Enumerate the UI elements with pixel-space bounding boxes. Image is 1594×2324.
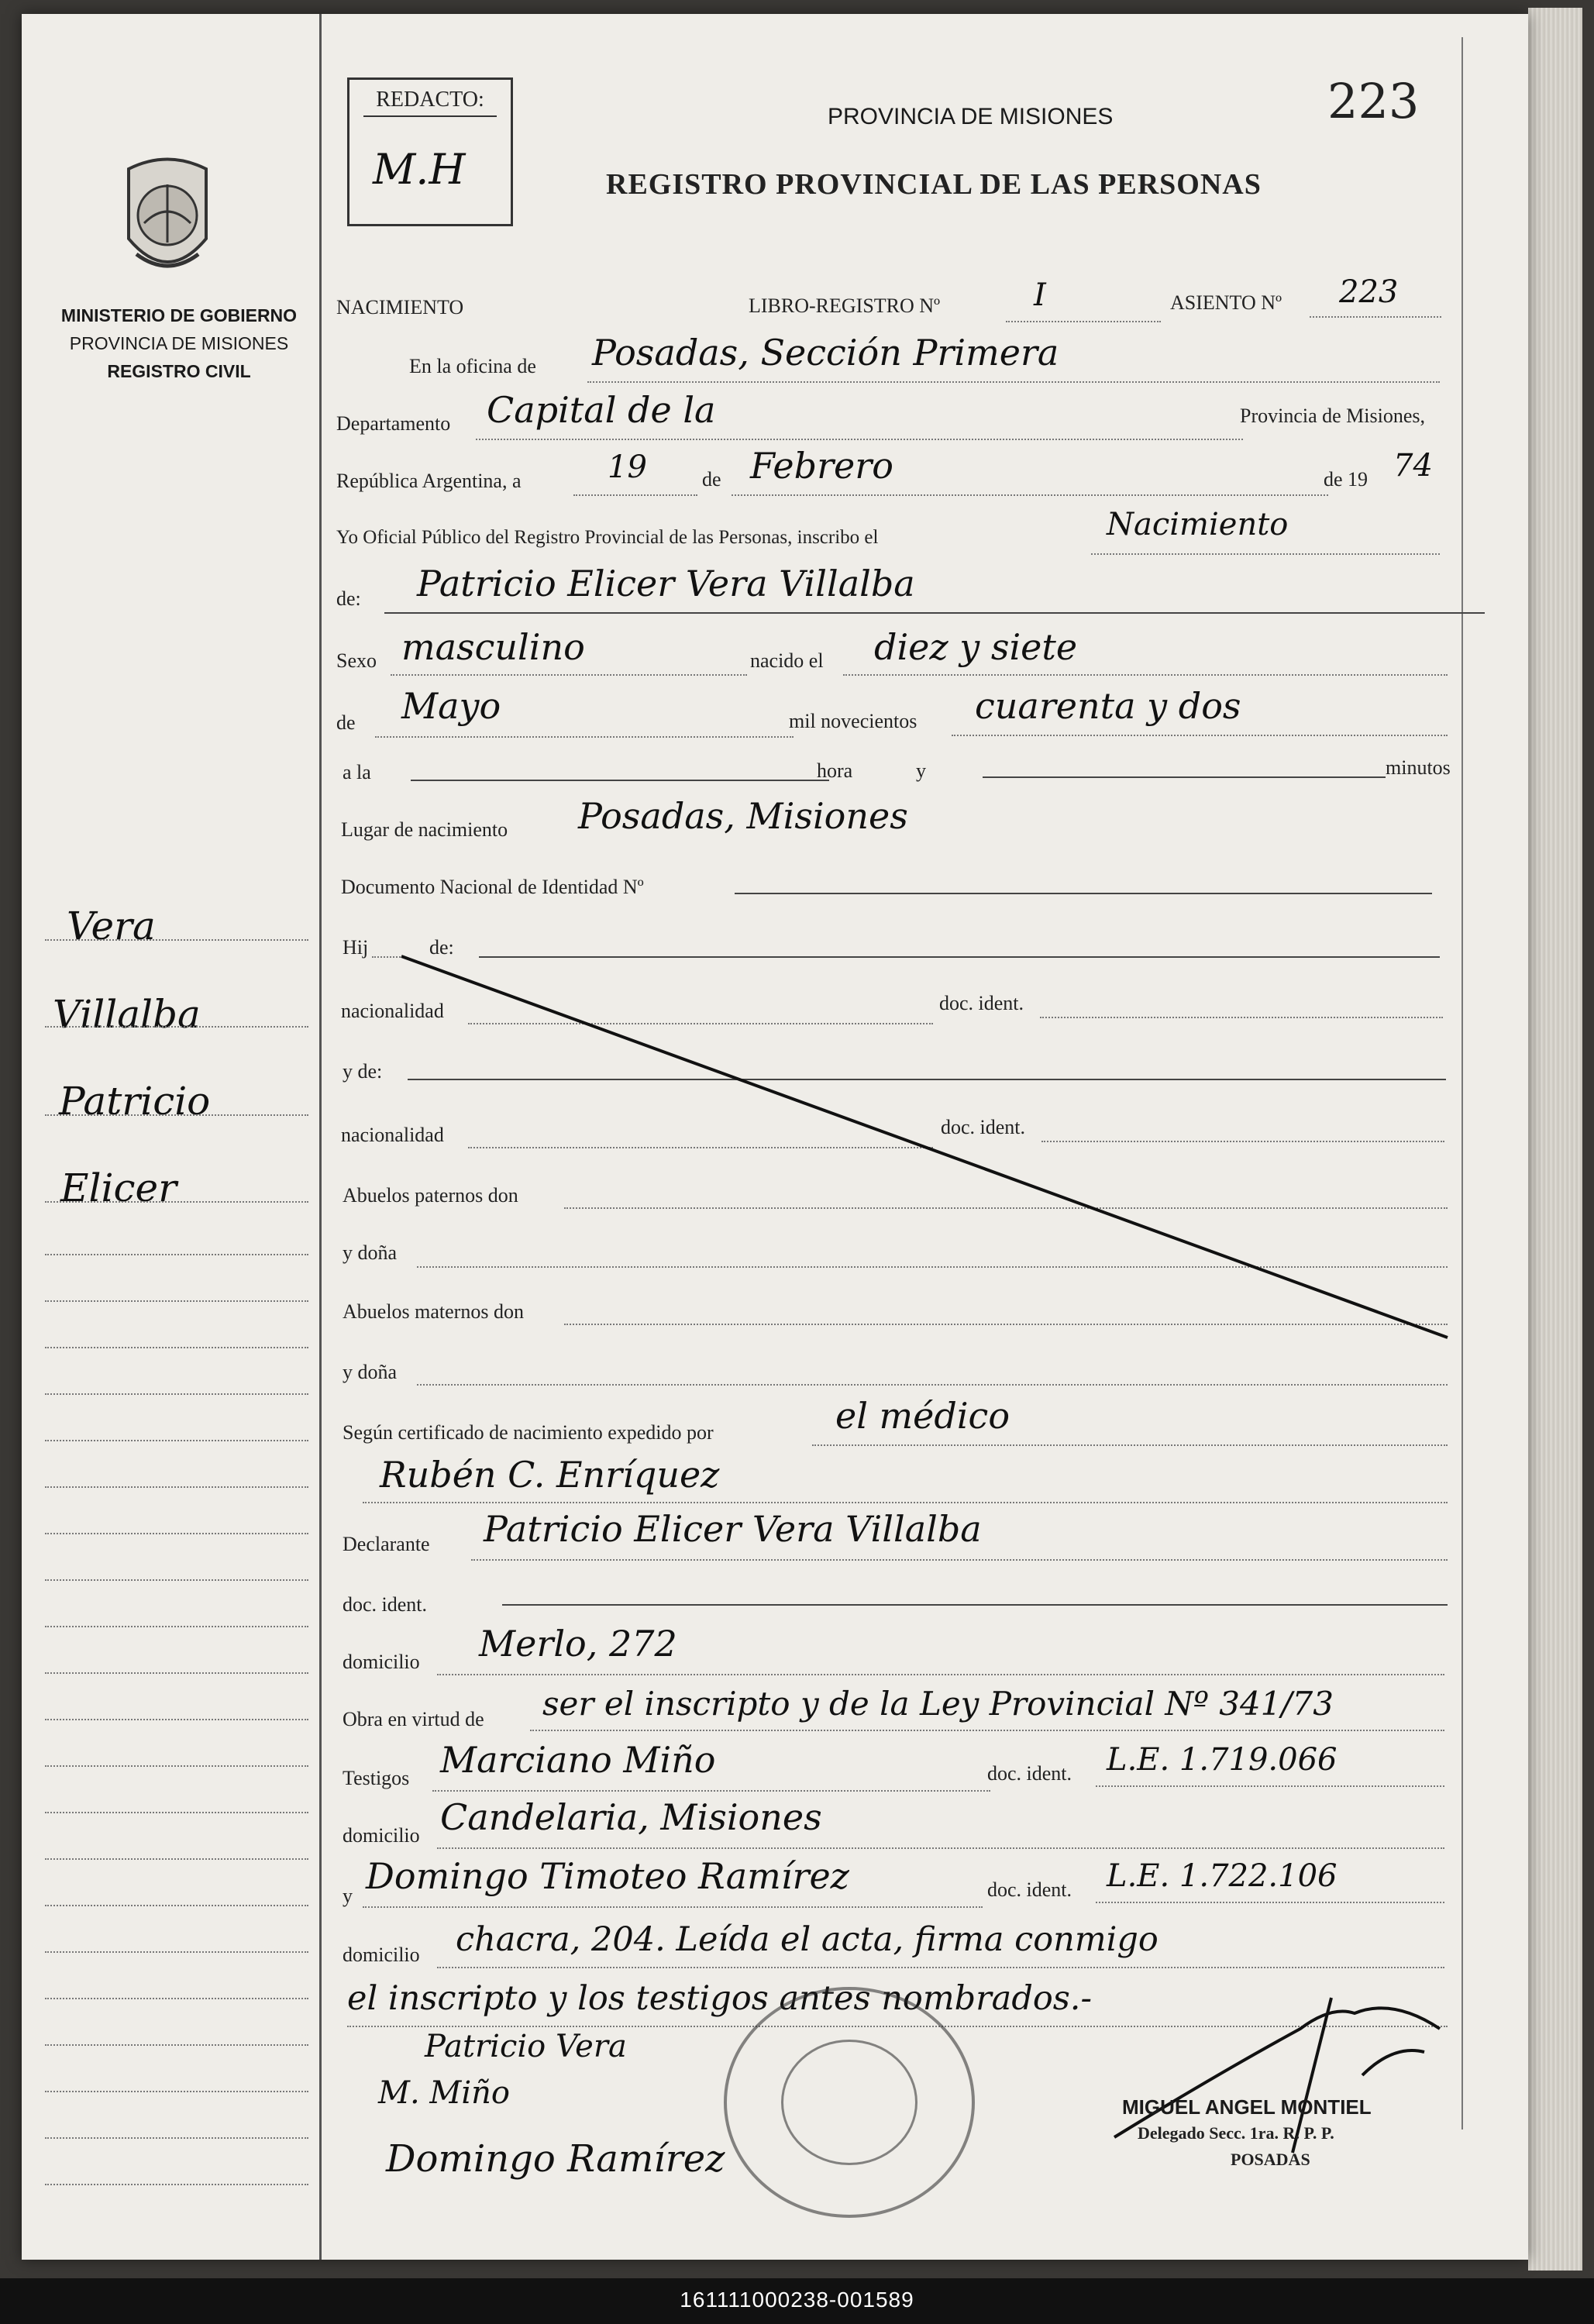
nombre-value: Patricio Elicer Vera Villalba: [417, 563, 915, 604]
margin-line: [45, 1998, 308, 1999]
mes-value: Febrero: [750, 445, 893, 487]
margin-line: [45, 1114, 308, 1116]
domicilio-value: Merlo, 272: [479, 1623, 677, 1665]
oficina-label: En la oficina de: [409, 355, 536, 377]
doc-ident3-line: [502, 1604, 1448, 1606]
domicilio2-line: [437, 1847, 1444, 1849]
declarante-line: [471, 1559, 1448, 1561]
mil-label: mil novecientos: [789, 710, 917, 732]
ministry-line-2: PROVINCIA DE MISIONES: [69, 333, 289, 353]
testigos-label: Testigos: [343, 1767, 410, 1789]
margin-given-1: Patricio: [59, 1079, 211, 1124]
margin-line: [45, 1905, 308, 1906]
seal-emblem-icon: [113, 153, 222, 285]
margin-line: [45, 1026, 308, 1028]
y2-label: y: [343, 1885, 353, 1907]
margin-surname-2: Villalba: [53, 992, 201, 1037]
margin-line: [45, 2137, 308, 2139]
oficial-value: Nacimiento: [1107, 507, 1289, 542]
dia-line: [573, 494, 697, 496]
margin-surname-1: Vera: [67, 904, 156, 949]
asiento-line: [1310, 316, 1441, 318]
dni-line: [735, 893, 1432, 894]
mes-nac-line: [375, 736, 794, 738]
domicilio3-value: chacra, 204. Leída el acta, firma conmigo: [456, 1920, 1158, 1959]
abuelos-p-label: Abuelos paternos don: [343, 1184, 518, 1207]
official-title: Delegado Secc. 1ra. R. P. P.: [1138, 2123, 1334, 2143]
obra-value: ser el inscripto y de la Ley Provincial Nº 341/73: [542, 1685, 1334, 1723]
doc-ident4-label: doc. ident.: [987, 1762, 1072, 1785]
margin-line: [45, 1201, 308, 1203]
doc-ident-label: doc. ident.: [939, 992, 1024, 1014]
nacido-value: diez y siete: [874, 626, 1078, 668]
sexo-line: [391, 674, 747, 676]
dni-label: Documento Nacional de Identidad Nº: [341, 876, 644, 898]
stamp-inner-ring: [781, 2040, 917, 2165]
testigo2-value: Domingo Timoteo Ramírez: [366, 1855, 849, 1897]
record-type: NACIMIENTO: [336, 296, 464, 318]
official-name: MIGUEL ANGEL MONTIEL: [1122, 2095, 1372, 2119]
ministry-line-3: REGISTRO CIVIL: [107, 361, 251, 381]
signature-testigo-1: M. Miño: [378, 2075, 510, 2111]
minutos-label: minutos: [1386, 756, 1451, 779]
margin-line: [45, 1765, 308, 1767]
nacido-line: [843, 674, 1448, 676]
margin-line: [45, 1347, 308, 1348]
margin-line: [45, 2184, 308, 2185]
margin-line: [45, 1486, 308, 1488]
doc-ident3-label: doc. ident.: [343, 1593, 428, 1616]
nombre-line: [384, 612, 1485, 614]
redacto-initials: M.H: [373, 145, 466, 194]
domicilio3-line: [437, 1967, 1444, 1968]
domicilio-line: [437, 1674, 1444, 1675]
testigo1-doc: L.E. 1.719.066: [1107, 1742, 1338, 1778]
page-stack-edge: [1528, 8, 1582, 2271]
nacido-label: nacido el: [750, 649, 824, 672]
segun-line: [812, 1444, 1448, 1446]
margin-line: [45, 1300, 308, 1302]
de2-label: de:: [336, 587, 361, 610]
margin-line: [45, 1812, 308, 1813]
y-dona2-line: [417, 1384, 1448, 1386]
libro-line: [1006, 321, 1161, 322]
republica-label: República Argentina, a: [336, 470, 522, 492]
lugar-value: Posadas, Misiones: [578, 795, 908, 837]
domicilio-label: domicilio: [343, 1651, 420, 1673]
province-heading: PROVINCIA DE MISIONES: [828, 104, 1114, 129]
margin-line: [45, 2091, 308, 2092]
lugar-label: Lugar de nacimiento: [341, 818, 508, 841]
ministry-line-1: MINISTERIO DE GOBIERNO: [60, 305, 298, 325]
testigo1-line: [432, 1790, 990, 1792]
doc-ident2-label: doc. ident.: [941, 1116, 1026, 1138]
anio-label: de 19: [1324, 468, 1368, 491]
libro-label: LIBRO-REGISTRO Nº: [749, 294, 941, 317]
margin-line: [45, 1858, 308, 1860]
asiento-value: 223: [1339, 274, 1399, 310]
declarante-label: Declarante: [343, 1533, 430, 1555]
margin-line: [45, 1719, 308, 1720]
signature-testigo-2: Domingo Ramírez: [386, 2137, 725, 2181]
margin-line: [45, 2044, 308, 2046]
official-city: POSADAS: [1231, 2150, 1310, 2169]
declarante-value: Patricio Elicer Vera Villalba: [484, 1508, 982, 1550]
mes-line: [732, 494, 1328, 496]
hij-label: Hij: [343, 936, 369, 959]
page-number: 223: [1327, 73, 1420, 129]
oficina-value: Posadas, Sección Primera: [592, 332, 1059, 374]
minutos-line: [983, 776, 1386, 778]
testigo2-doc-line: [1096, 1902, 1444, 1903]
document-page: [22, 14, 1528, 2260]
oficial-line: [1091, 553, 1440, 555]
document-id: 161111000238-001589: [680, 2288, 914, 2312]
provincia-label: Provincia de Misiones,: [1240, 405, 1426, 427]
signature-inscripto: Patricio Vera: [425, 2029, 627, 2064]
margin-line: [45, 1626, 308, 1627]
obra-line: [530, 1730, 1444, 1731]
de3-label: de: [336, 711, 356, 734]
official-stamp: [724, 1987, 975, 2218]
hij-de-label: de:: [429, 936, 454, 959]
segun-value: el médico: [835, 1395, 1010, 1437]
departamento-line: [476, 439, 1243, 440]
oficial-label: Yo Oficial Público del Registro Provincial de las Personas, inscribo el: [336, 527, 879, 548]
cancel-strike-line: [394, 941, 1463, 1344]
abuelos-m-label: Abuelos maternos don: [343, 1300, 524, 1323]
closing-value: el inscripto y los testigos antes nombrados.-: [347, 1979, 1092, 2018]
oficina-line: [587, 381, 1440, 383]
margin-line: [45, 1579, 308, 1581]
libro-value: I: [1034, 277, 1046, 313]
de-label: de: [702, 468, 721, 491]
registry-title: REGISTRO PROVINCIAL DE LAS PERSONAS: [606, 168, 1262, 201]
medico-value: Rubén C. Enríquez: [380, 1454, 720, 1496]
departamento-label: Departamento: [336, 412, 451, 435]
a-la-label: a la: [343, 761, 371, 783]
testigo1-value: Marciano Miño: [440, 1739, 716, 1781]
departamento-value: Capital de la: [487, 389, 716, 431]
asiento-label: ASIENTO Nº: [1170, 291, 1282, 314]
domicilio2-label: domicilio: [343, 1824, 420, 1847]
medico-line: [363, 1502, 1448, 1503]
sexo-label: Sexo: [336, 649, 377, 672]
redacto-label: REDACTO:: [376, 88, 484, 112]
testigo2-line: [363, 1906, 983, 1908]
domicilio3-label: domicilio: [343, 1944, 420, 1966]
y-dona-label: y doña: [343, 1241, 398, 1264]
margin-line: [45, 1672, 308, 1674]
hora-line: [411, 780, 829, 781]
testigo1-doc-line: [1096, 1785, 1444, 1787]
segun-label: Según certificado de nacimiento expedido por: [343, 1421, 714, 1444]
y-label: y: [916, 759, 926, 782]
redacto-divider: [363, 115, 497, 117]
anio-value: 74: [1393, 448, 1433, 484]
domicilio2-value: Candelaria, Misiones: [440, 1796, 822, 1838]
y-de-label: y de:: [343, 1060, 383, 1083]
margin-line: [45, 1440, 308, 1441]
hora-label: hora: [817, 759, 853, 782]
redacto-box: [347, 77, 513, 226]
margin-line: [45, 1951, 308, 1953]
anio-nac-line: [952, 735, 1448, 736]
y-dona2-label: y doña: [343, 1361, 398, 1383]
doc-ident5-label: doc. ident.: [987, 1878, 1072, 1901]
testigo2-doc: L.E. 1.722.106: [1107, 1858, 1338, 1894]
mes-nac-value: Mayo: [401, 685, 501, 727]
dia-value: 19: [608, 449, 647, 485]
margin-given-2: Elicer: [60, 1165, 177, 1210]
nacionalidad2-label: nacionalidad: [341, 1124, 444, 1146]
anio-nac-value: cuarenta y dos: [975, 685, 1241, 727]
margin-line: [45, 939, 308, 941]
margin-line: [45, 1533, 308, 1534]
sexo-value: masculino: [401, 626, 585, 668]
obra-label: Obra en virtud de: [343, 1708, 484, 1730]
margin-rule: [319, 14, 322, 2260]
margin-line: [45, 1393, 308, 1395]
margin-line: [45, 1254, 308, 1255]
province-seal: [113, 153, 222, 285]
nacionalidad-label: nacionalidad: [341, 1000, 444, 1022]
